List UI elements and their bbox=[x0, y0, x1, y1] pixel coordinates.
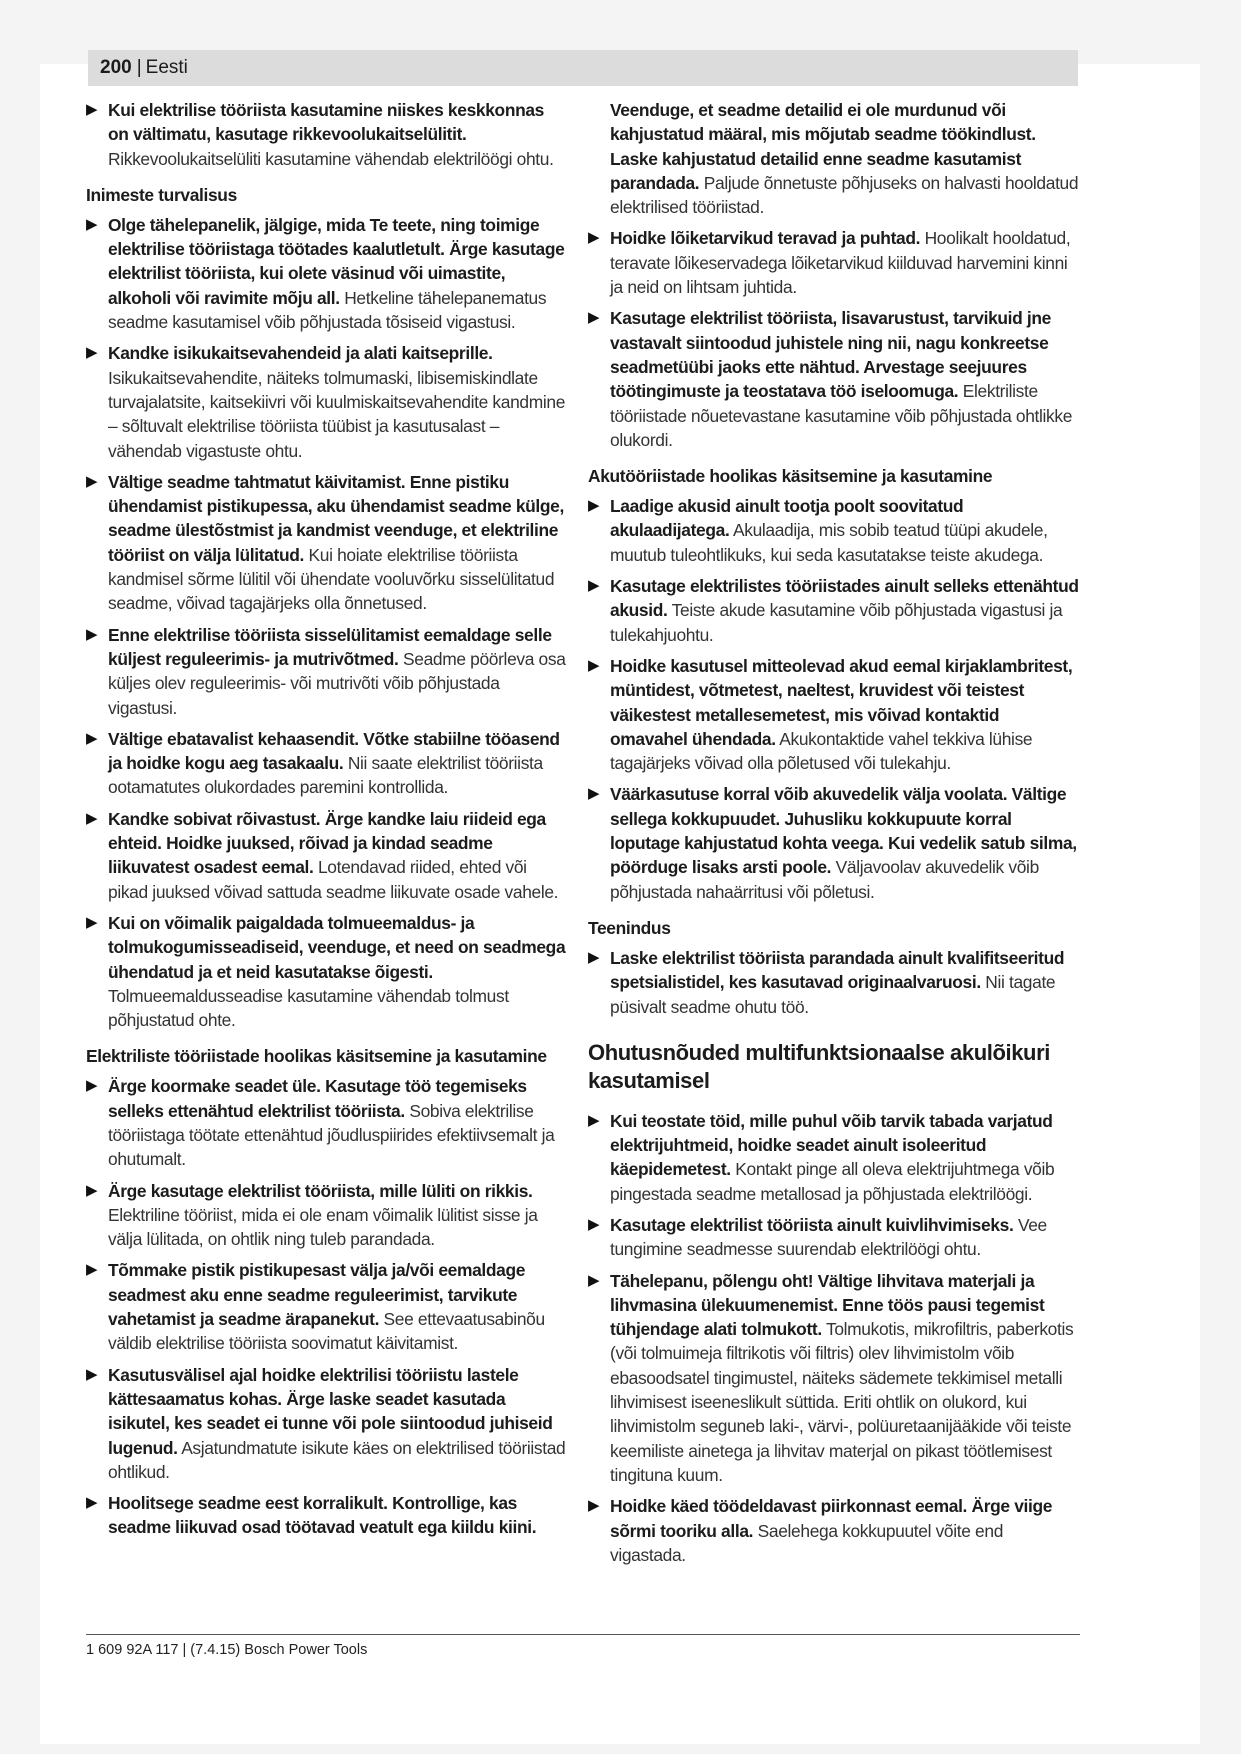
bullet-icon: ▶ bbox=[588, 497, 600, 515]
item-text: Asjatundmatute isikute käes on elektrilised tööriistad ohtlikud. bbox=[108, 1437, 566, 1482]
item-bold-text: Kandke isikukaitsevahendeid ja alati kaitseprille. bbox=[108, 343, 493, 364]
item-bold-text: Olge tähelepanelik, jälgige, mida Te teete, ning toimige elektrilise tööriistaga töötades kaalutletult. Ärge kasutage elektrilist tööriista, kui olete väsinud või uimastite, alkoholi või ravimite mõju all. bbox=[108, 214, 565, 308]
section-heading: Akutööriistade hoolikas käsitsemine ja kasutamine bbox=[588, 466, 993, 487]
bullet-icon: ▶ bbox=[588, 229, 600, 247]
safety-item bbox=[86, 98, 568, 171]
safety-item bbox=[86, 1363, 568, 1484]
safety-item bbox=[588, 494, 1080, 567]
item-bold-text: Laadige akusid ainult tootja poolt soovitatud akulaadijatega. bbox=[610, 496, 964, 541]
item-bold-text: Vältige seadme tahtmatut käivitamist. Enne pistiku ühendamist pistikupessa, aku ühendamist seadme külge, seadme ülestõstmist ja kandmist veenduge, et elektriline tööriist on välja lülitatud. bbox=[108, 471, 564, 565]
bullet-icon: ▶ bbox=[86, 1365, 98, 1383]
item-bold-text: Kandke sobivat rõivastust. Ärge kandke laiu riideid ega ehteid. Hoidke juuksed, rõivad ja kindad seadme liikuvatest osadest eemal. bbox=[108, 808, 546, 878]
safety-item bbox=[86, 727, 568, 800]
safety-item bbox=[86, 1491, 568, 1540]
item-text: Sobiva elektrilise tööriistaga töötate ettenähtud jõudluspiirides efektiivsemalt ja ohutumalt. bbox=[108, 1100, 555, 1170]
bullet-icon: ▶ bbox=[86, 729, 98, 747]
item-bold-text: Ärge koormake seadet üle. Kasutage töö tegemiseks selleks ettenähtud elektrilist tööriista. bbox=[108, 1076, 527, 1121]
section-heading: Elektriliste tööriistade hoolikas käsitsemine ja kasutamine bbox=[86, 1046, 547, 1067]
item-text: Isikukaitsevahendite, näiteks tolmumaski, libisemiskindlate turvajalatsite, kaitsekiivri või kuulmiskaitsevahendite kandmine – sõltuvalt elektrilise tööriista tüübist ja kasutusalast – vähendab vigastuste ohtu. bbox=[108, 367, 566, 461]
item-bold-text: Tõmmake pistik pistikupesast välja ja/või eemaldage seadmest aku enne seadme reguleerimist, tarvikute vahetamist ja seadme ärapanekut. bbox=[108, 1260, 526, 1330]
item-text: Rikkevoolukaitselüliti kasutamine vähendab elektrilöögi ohtu. bbox=[108, 148, 554, 169]
footer-divider bbox=[86, 1634, 1080, 1635]
item-bold-text: Kui teostate töid, mille puhul võib tarvik tabada varjatud elektrijuhtmeid, hoidke seadet ainult isoleeritud käepidemetest. bbox=[610, 1110, 1053, 1180]
chapter-heading: Ohutusnõuded multifunktsionaalse akulõikuri kasutamisel bbox=[588, 1039, 1050, 1093]
item-text: Hoolikalt hooldatud, teravate lõikeservadega lõiketarvikud kiilduvad harvemini kinni ja neid on lihtsam juhtida. bbox=[610, 228, 1071, 298]
safety-item bbox=[588, 782, 1080, 903]
bullet-icon: ▶ bbox=[588, 1215, 600, 1233]
item-bold-text: Hoidke kasutusel mitteolevad akud eemal kirjaklambritest, müntidest, võtmetest, naeltest, kruvidest või teistest väikestest metallesemetest, mis võivad kontaktid omavahel ühendada. bbox=[610, 655, 1073, 749]
item-bold-text: Kasutage elektrilist tööriista, lisavarustust, tarvikuid jne vastavalt siintoodud juhistele ning nii, nagu konkreetse seadmetüübi jaoks ette nähtud. Arvestage seejuures töötingimuste ja teostatava töö iseloomuga. bbox=[610, 308, 1051, 402]
item-text: Paljude õnnetuste põhjuseks on halvasti hooldatud elektrilised tööriistad. bbox=[610, 172, 1079, 218]
item-text: Vee tungimine seadmesse suurendab elektrilöögi ohtu. bbox=[610, 1214, 1047, 1260]
safety-item bbox=[588, 1494, 1080, 1567]
item-text: Elektriline tööriist, mida ei ole enam võimalik lülitist sisse ja välja lülitada, on ohtlik ning tuleb parandada. bbox=[108, 1204, 538, 1250]
bullet-icon: ▶ bbox=[588, 785, 600, 803]
page-header bbox=[88, 50, 1078, 86]
safety-item bbox=[588, 1213, 1080, 1262]
safety-item bbox=[588, 1269, 1080, 1488]
safety-item bbox=[86, 911, 568, 1032]
bullet-icon: ▶ bbox=[588, 948, 600, 966]
section-heading: Teenindus bbox=[588, 917, 671, 938]
item-text: Nii saate elektrilist tööriista ootamatutes olukordades paremini kontrollida. bbox=[108, 753, 543, 798]
safety-item bbox=[86, 1258, 568, 1355]
safety-item bbox=[86, 213, 568, 334]
section-heading: Inimeste turvalisus bbox=[86, 184, 237, 205]
safety-item bbox=[86, 623, 568, 720]
bullet-icon: ▶ bbox=[588, 656, 600, 674]
item-text: Lotendavad riided, ehted või pikad juuksed võivad sattuda seadme liikuvate osade vahele. bbox=[108, 857, 559, 902]
page-number: 200 bbox=[100, 57, 132, 78]
safety-item bbox=[588, 306, 1080, 452]
page-footer: 1 609 92A 117 | (7.4.15) Bosch Power Tools bbox=[86, 1642, 368, 1658]
safety-item bbox=[86, 1074, 568, 1171]
bullet-icon: ▶ bbox=[588, 577, 600, 595]
bullet-icon: ▶ bbox=[86, 625, 98, 643]
bullet-icon: ▶ bbox=[588, 1497, 600, 1515]
item-text: See ettevaatusabinõu väldib elektrilise tööriista soovimatut käivitamist. bbox=[108, 1309, 545, 1354]
bullet-icon: ▶ bbox=[86, 1494, 98, 1512]
item-bold-text: Hoidke käed töödeldavast piirkonnast eemal. Ärge viige sõrmi tooriku alla. bbox=[610, 1496, 1053, 1541]
bullet-icon: ▶ bbox=[86, 1077, 98, 1095]
item-text: Hetkeline tähelepanematus seadme kasutamisel võib põhjustada tõsiseid vigastusi. bbox=[108, 287, 547, 333]
bullet-icon: ▶ bbox=[588, 1111, 600, 1129]
bullet-icon: ▶ bbox=[86, 1261, 98, 1279]
item-text: Seadme pöörleva osa küljes olev reguleerimis- või mutrivõti võib põhjustada vigastusi. bbox=[108, 648, 566, 718]
item-bold-text: Hoidke lõiketarvikud teravad ja puhtad. bbox=[610, 228, 921, 249]
item-bold-text: Kui elektrilise tööriista kasutamine niiskes keskkonnas on vältimatu, kasutage rikkevoolukaitselülitit. bbox=[108, 100, 545, 145]
item-text: Elektriliste tööriistade nõuetevastane kasutamine võib põhjustada ohtlikke olukordi. bbox=[610, 381, 1073, 450]
item-text: Akulaadija, mis sobib teatud tüüpi akudele, muutub tuleohtlikuks, kui seda kasutatakse teiste akudega. bbox=[610, 520, 1048, 565]
safety-item bbox=[588, 226, 1080, 299]
item-text: Väljavoolav akuvedelik võib põhjustada nahaärritusi või põletusi. bbox=[610, 857, 1039, 902]
item-bold-text: Laske elektrilist tööriista parandada ainult kvalifitseeritud spetsialistidel, kes kasutavad originaalvaruosi. bbox=[610, 947, 1065, 993]
item-bold-text: Kasutage elektrilist tööriista ainult kuivlihvimiseks. bbox=[610, 1214, 1014, 1235]
item-text: Kui hoiate elektrilise tööriista kandmisel sõrme lülitil või ühendate vooluvõrku sisselülitatud seadme, võivad tagajärjeks olla õnnetused. bbox=[108, 544, 555, 614]
header-language: Eesti bbox=[145, 57, 188, 78]
item-text: Kontakt pinge all oleva elektrijuhtmega võib pingestada seadme metallosad ja põhjustada elektrilöögi. bbox=[610, 1159, 1055, 1204]
right-column bbox=[588, 98, 1080, 1574]
safety-item bbox=[588, 1109, 1080, 1206]
safety-item bbox=[86, 341, 568, 462]
safety-item bbox=[86, 470, 568, 616]
item-text: Teiste akude kasutamine võib põhjustada vigastusi ja tulekahjuohtu. bbox=[610, 600, 1063, 645]
bullet-icon: ▶ bbox=[86, 344, 98, 362]
bullet-icon: ▶ bbox=[86, 809, 98, 827]
item-bold-text: Kui on võimalik paigaldada tolmueemaldus- ja tolmukogumisseadiseid, veenduge, et need on seadmega ühendatud ja et neid kasutatakse õigesti. bbox=[108, 912, 566, 982]
item-text: Tolmukotis, mikrofiltris, paberkotis (või tolmuimeja filtrikotis või filtris) olev lihvimistolm võib ebasoodsatel tingimustel, näiteks sädemete tekkimisel metalli lihvimisest iseeneslikult süttida. Eriti ohtlik on olukord, kui lihvimistolm seguneb laki-, värvi-, polüuretaanijääkide või teiste keemiliste ainetega ja lihvitav materjal on pikast töötlemisest tingituna kuum. bbox=[610, 1319, 1074, 1485]
bullet-icon: ▶ bbox=[86, 1181, 98, 1199]
item-text: Tolmueemaldusseadise kasutamine vähendab tolmust põhjustatud ohte. bbox=[108, 985, 509, 1031]
item-bold-text: Kasutusvälisel ajal hoidke elektrilisi tööriistu lastele kättesaamatus kohas. Ärge laske seadet kasutada isikutel, kes seadet ei tunne või pole siintoodud juhiseid lugenud. bbox=[108, 1364, 553, 1458]
item-bold-text: Hoolitsege seadme eest korralikult. Kontrollige, kas seadme liikuvad osad töötavad veatult ega kiildu kiini. bbox=[108, 1493, 537, 1538]
item-bold-text: Enne elektrilise tööriista sisselülitamist eemaldage selle küljest reguleerimis- ja mutrivõtmed. bbox=[108, 624, 552, 669]
item-text: Nii tagate püsivalt seadme ohutu töö. bbox=[610, 972, 1056, 1017]
item-bold-text: Ärge kasutage elektrilist tööriista, mille lüliti on rikkis. bbox=[108, 1180, 533, 1201]
header-separator: | bbox=[136, 57, 142, 78]
bullet-icon: ▶ bbox=[86, 215, 98, 233]
safety-item bbox=[86, 1179, 568, 1252]
left-column bbox=[86, 98, 568, 1547]
bullet-icon: ▶ bbox=[86, 472, 98, 490]
bullet-icon: ▶ bbox=[588, 1271, 600, 1289]
safety-item-continued bbox=[588, 98, 1080, 219]
safety-item bbox=[588, 946, 1080, 1019]
item-text: Akukontaktide vahel tekkiva lühise tagajärjeks võivad olla põletused või tulekahju. bbox=[610, 728, 1033, 774]
item-bold-text: Väärkasutuse korral võib akuvedelik välja voolata. Vältige sellega kokkupuudet. Juhusliku kokkupuute korral loputage kahjustatud kohta veega. Kui vedelik satub silma, pöörduge lisaks arsti poole. bbox=[610, 784, 1077, 878]
bullet-icon: ▶ bbox=[588, 309, 600, 327]
safety-item bbox=[588, 574, 1080, 647]
bullet-icon: ▶ bbox=[86, 913, 98, 931]
bullet-icon: ▶ bbox=[86, 101, 98, 118]
item-bold-text: Vältige ebatavalist kehaasendit. Võtke stabiilne tööasend ja hoidke kogu aeg tasakaalu. bbox=[108, 728, 560, 774]
item-text: Saelehega kokkupuutel võite end vigastada. bbox=[610, 1520, 1004, 1565]
item-bold-text: Kasutage elektrilistes tööriistades ainult selleks ettenähtud akusid. bbox=[610, 576, 1079, 621]
item-bold-text: Tähelepanu, põlengu oht! Vältige lihvitava materjali ja lihvmasina ülekuumenemist. Enne töös pausi tegemist tühjendage alati tolmukott. bbox=[610, 1270, 1045, 1340]
safety-item bbox=[588, 654, 1080, 775]
item-bold-text: Veenduge, et seadme detailid ei ole murdunud või kahjustatud määral, mis mõjutab seadme töökindlust. Laske kahjustatud detailid enne seadme kasutamist parandada. bbox=[610, 100, 1036, 193]
safety-item bbox=[86, 807, 568, 904]
